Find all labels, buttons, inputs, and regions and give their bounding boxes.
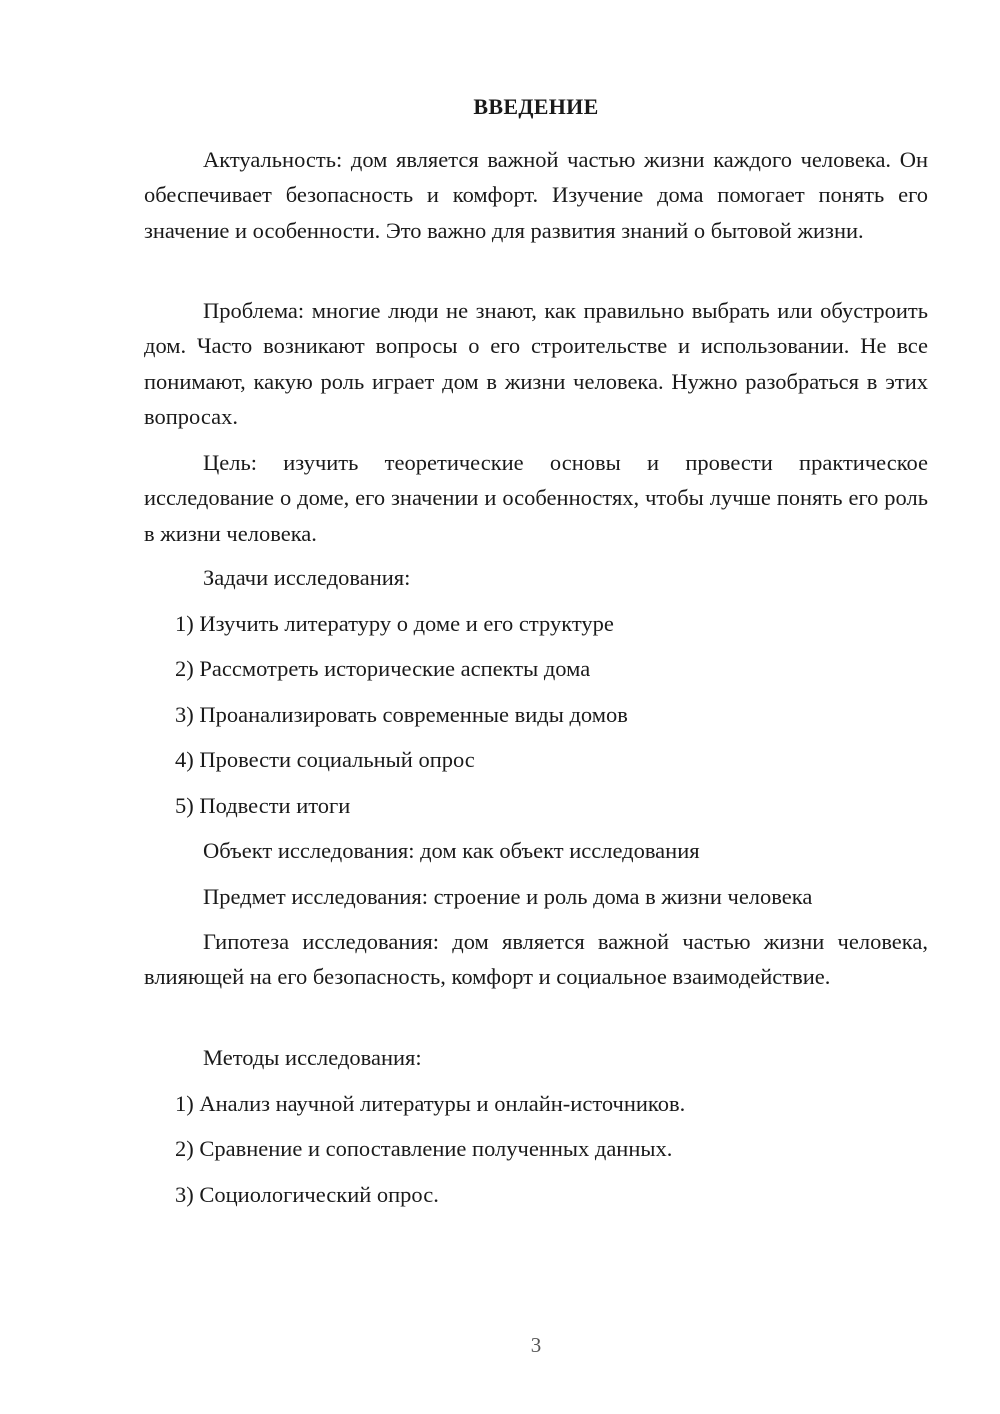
methods-heading: Методы исследования:	[203, 1045, 422, 1070]
task-item: 5) Подвести итоги	[175, 793, 351, 818]
method-item: 1) Анализ научной литературы и онлайн-источников.	[175, 1091, 686, 1116]
task-item: 1) Изучить литературу о доме и его структуре	[175, 611, 614, 636]
method-item: 2) Сравнение и сопоставление полученных данных.	[175, 1136, 673, 1161]
task-item: 2) Рассмотреть исторические аспекты дома	[175, 656, 591, 681]
page-number: 3	[530, 1333, 542, 1357]
task-item: 3) Проанализировать современные виды домов	[175, 702, 628, 727]
hypothesis-paragraph: Гипотеза исследования: дом является важной частью жизни человека, влияющей на его безопасность, комфорт и социальное взаимодействие.	[144, 929, 928, 990]
research-subject: Предмет исследования: строение и роль дома в жизни человека	[203, 884, 813, 909]
problem-paragraph: Проблема: многие люди не знают, как правильно выбрать или обустроить дом. Часто возникают вопросы о его строительстве и использовании. Не все понимают, какую роль играет дом в жизни человека. Нужно разобраться в этих вопросах.	[144, 298, 928, 429]
method-item: 3) Социологический опрос.	[175, 1182, 439, 1207]
page-title: ВВЕДЕНИЕ	[473, 94, 599, 119]
relevance-paragraph: Актуальность: дом является важной частью жизни каждого человека. Он обеспечивает безопасность и комфорт. Изучение дома помогает понять его значение и особенности. Это важно для развития знаний о бытовой жизни.	[144, 147, 928, 243]
tasks-heading: Задачи исследования:	[203, 565, 411, 590]
task-item: 4) Провести социальный опрос	[175, 747, 475, 772]
goal-paragraph: Цель: изучить теоретические основы и провести практическое исследование о доме, его значении и особенностях, чтобы лучше понять его роль в жизни человека.	[144, 450, 928, 546]
research-object: Объект исследования: дом как объект исследования	[203, 838, 700, 863]
